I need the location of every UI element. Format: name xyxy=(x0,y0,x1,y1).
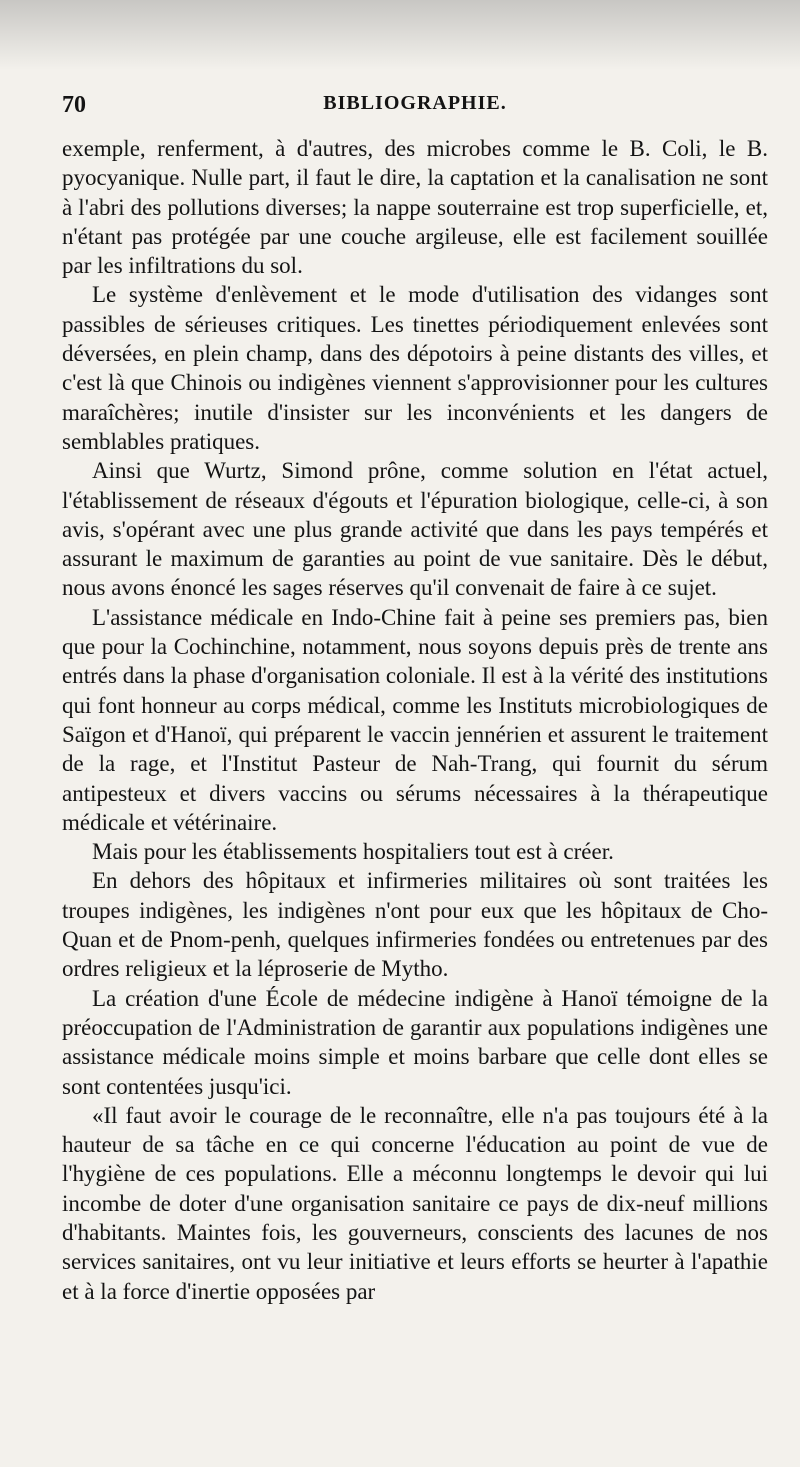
paragraph: La création d'une École de médecine indigène à Hanoï témoigne de la préoccupation de l'Administration de garantir aux populations indigènes une assistance médicale moins simple et moins barbare que celle dont elles se sont contentées jusqu'ici. xyxy=(62,985,768,1099)
paragraph: En dehors des hôpitaux et infirmeries militaires où sont traitées les troupes indigènes, les indigènes n'ont pour eux que les hôpitaux de Cho-Quan et de Pnom-penh, quelques infirmeries fondées ou entretenues par des ordres religieux et la léproserie de Mytho. xyxy=(62,868,768,982)
paragraph: «Il faut avoir le courage de le reconnaître, elle n'a pas toujours été à la hauteur de sa tâche en ce qui concerne l'éducation au point de vue de l'hygiène de ces populations. Elle a méconnu longtemps le devoir qui lui incombe de doter d'une organisation sanitaire ce pays de dix-neuf millions d'habitants. Maintes fois, les gouverneurs, conscients des lacunes de nos services sanitaires, ont vu leur initiative et leurs efforts se heurter à l'apathie et à la force d'inertie opposées par xyxy=(62,1102,768,1304)
paragraph: exemple, renferment, à d'autres, des microbes comme le B. Coli, le B. pyocyanique. Nulle part, il faut le dire, la captation et la canalisation ne sont à l'abri des pollutions diverses; la nappe souterraine est trop superficielle, et, n'étant pas protégée par une couche argileuse, elle est facilement souillée par les infiltrations du sol. xyxy=(62,136,768,279)
running-head: BIBLIOGRAPHIE. xyxy=(323,92,507,114)
paragraph: Ainsi que Wurtz, Simond prône, comme solution en l'état actuel, l'établissement de réseaux d'égouts et l'épuration biologique, celle-ci, à son avis, s'opérant avec une plus grande activité que dans les pays tempérés et assurant le maximum de garanties au point de vue sanitaire. Dès le début, nous avons énoncé les sages réserves qu'il convenait de faire à ce sujet. xyxy=(62,458,768,601)
page-number: 70 xyxy=(62,92,86,118)
page-header xyxy=(62,92,768,122)
paragraph: Mais pour les établissements hospitaliers tout est à créer. xyxy=(92,839,614,865)
body-text xyxy=(62,134,768,1306)
scan-shadow xyxy=(0,0,800,70)
paragraph: L'assistance médicale en Indo-Chine fait à peine ses premiers pas, bien que pour la Cochinchine, notamment, nous soyons depuis près de trente ans entrés dans la phase d'organisation coloniale. Il est à la vérité des institutions qui font honneur au corps médical, comme les Instituts microbiologiques de Saïgon et d'Hanoï, qui préparent le vaccin jennérien et assurent le traitement de la rage, et l'Institut Pasteur de Nah-Trang, qui fournit du sérum antipesteux et divers vaccins ou sérums nécessaires à la thérapeutique médicale et vétérinaire. xyxy=(62,604,768,835)
paragraph: Le système d'enlèvement et le mode d'utilisation des vidanges sont passibles de sérieuses critiques. Les tinettes périodiquement enlevées sont déversées, en plein champ, dans des dépotoirs à peine distants des villes, et c'est là que Chinois ou indigènes viennent s'approvisionner pour les cultures maraîchères; inutile d'insister sur les inconvénients et les dangers de semblables pratiques. xyxy=(62,282,768,454)
